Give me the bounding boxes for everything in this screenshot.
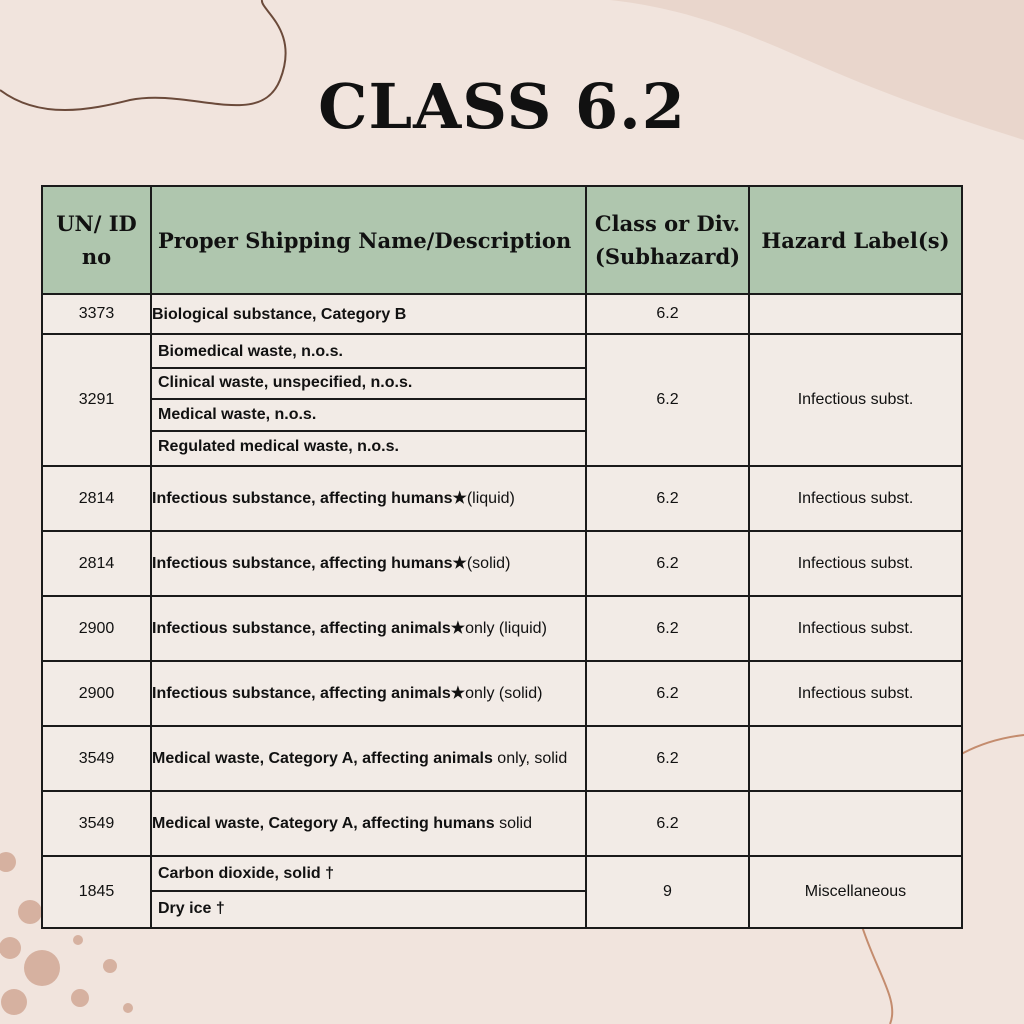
description-bold: Infectious substance, affecting humans★ <box>152 555 467 572</box>
description-cell <box>151 334 586 466</box>
label-cell <box>749 791 962 856</box>
description-cell <box>151 661 586 726</box>
table-row <box>42 661 962 726</box>
description-cell <box>151 531 586 596</box>
label-cell: Infectious subst. <box>749 596 962 661</box>
description-extra: only (solid) <box>465 685 543 702</box>
description-cell <box>151 294 586 334</box>
table-row <box>42 334 962 466</box>
description-bold: Infectious substance, affecting animals★ <box>152 685 466 702</box>
description-line: Biomedical waste, n.o.s. <box>152 337 585 369</box>
table-header-row <box>42 186 962 294</box>
table-row <box>42 791 962 856</box>
un-id-cell: 2900 <box>42 596 151 661</box>
description-extra: only, solid <box>497 750 568 767</box>
description-line: Clinical waste, unspecified, n.o.s. <box>152 369 585 401</box>
description-cell <box>151 726 586 791</box>
description-line: Regulated medical waste, n.o.s. <box>158 438 399 456</box>
class-cell: 6.2 <box>586 726 749 791</box>
class-cell: 6.2 <box>586 661 749 726</box>
un-id-cell: 1845 <box>42 856 151 928</box>
description-extra: solid <box>499 815 532 832</box>
table-row <box>42 856 962 928</box>
un-id-cell: 2814 <box>42 531 151 596</box>
description-bold: Medical waste, Category A, affecting humans <box>152 815 495 832</box>
label-cell <box>749 726 962 791</box>
page-title: CLASS 6.2 <box>318 70 686 143</box>
header-hazard-label: Hazard Label(s) <box>749 186 962 294</box>
label-cell: Infectious subst. <box>749 334 962 466</box>
class-cell: 6.2 <box>586 294 749 334</box>
description-cell <box>151 856 586 928</box>
class-cell: 6.2 <box>586 466 749 531</box>
un-id-cell: 3373 <box>42 294 151 334</box>
header-class: Class or Div. (Subhazard) <box>586 186 749 294</box>
label-cell: Infectious subst. <box>749 466 962 531</box>
un-id-cell: 2900 <box>42 661 151 726</box>
class-cell: 9 <box>586 856 749 928</box>
table-row <box>42 531 962 596</box>
label-cell <box>749 294 962 334</box>
un-id-cell: 3291 <box>42 334 151 466</box>
description-extra: only (liquid) <box>465 620 547 637</box>
description-bold: Infectious substance, affecting animals★ <box>152 620 466 637</box>
description-cell <box>151 466 586 531</box>
description-line: Medical waste, n.o.s. <box>152 400 585 432</box>
class-cell: 6.2 <box>586 531 749 596</box>
header-un-id: UN/ ID no <box>42 186 151 294</box>
table-row <box>42 466 962 531</box>
description-bold: Biological substance, Category B <box>152 305 407 323</box>
class-cell: 6.2 <box>586 791 749 856</box>
description-extra: (liquid) <box>466 490 515 507</box>
label-cell: Miscellaneous <box>749 856 962 928</box>
header-shipping-name: Proper Shipping Name/Description <box>151 186 586 294</box>
description-cell <box>151 791 586 856</box>
description-cell <box>151 596 586 661</box>
label-cell: Infectious subst. <box>749 661 962 726</box>
un-id-cell: 2814 <box>42 466 151 531</box>
description-line: Carbon dioxide, solid † <box>152 858 585 893</box>
class-cell: 6.2 <box>586 596 749 661</box>
un-id-cell: 3549 <box>42 726 151 791</box>
description-extra: (solid) <box>466 555 511 572</box>
label-cell: Infectious subst. <box>749 531 962 596</box>
table-row <box>42 294 962 334</box>
description-bold: Infectious substance, affecting humans★ <box>152 490 467 507</box>
table-row <box>42 726 962 791</box>
class-cell: 6.2 <box>586 334 749 466</box>
description-line: Dry ice † <box>158 900 225 918</box>
table-row <box>42 596 962 661</box>
un-id-cell: 3549 <box>42 791 151 856</box>
description-bold: Medical waste, Category A, affecting animals <box>152 750 493 767</box>
hazmat-table <box>41 185 963 929</box>
